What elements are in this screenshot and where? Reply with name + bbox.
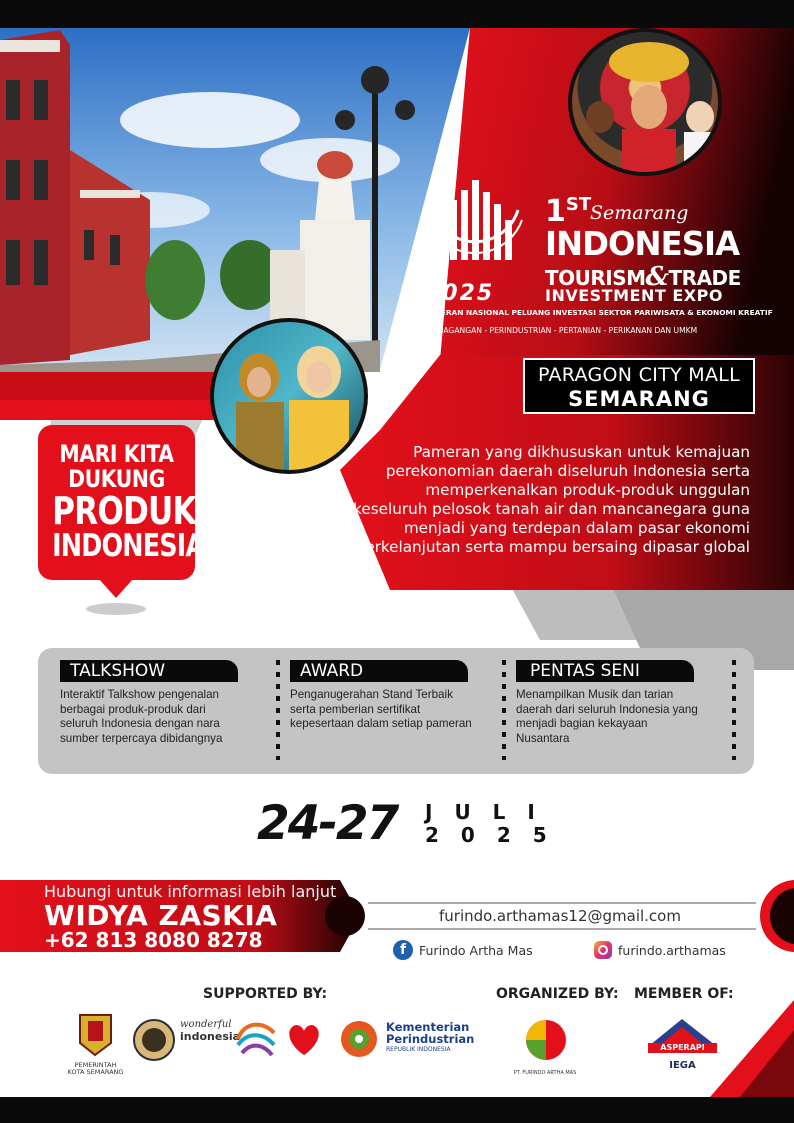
kemenperin-line-1: Kementerian: [386, 1020, 470, 1034]
facebook-icon: f: [393, 940, 413, 960]
kemenperin-gear-icon: [337, 1017, 381, 1061]
feature-title: TALKSHOW: [60, 660, 238, 682]
feature-text-line: berbagai produk-produk dari: [60, 702, 206, 716]
instagram-link[interactable]: [594, 941, 726, 959]
feature-text-line: serta pemberian sertifikat: [290, 702, 421, 716]
feature-text-line: Penganugerahan Stand Terbaik: [290, 688, 453, 701]
furindo-icon: [500, 1015, 590, 1065]
facebook-handle: Furindo Artha Mas: [419, 942, 533, 958]
supported-by-label: SUPPORTED BY:: [203, 986, 328, 1002]
feature-text-line: daerah dari seluruh Indonesia yang: [516, 702, 698, 716]
venue-line-1: PARAGON CITY MALL: [537, 364, 741, 386]
logo-tagline-2: PERDAGANGAN - PERINDUSTRIAN - PERTANIAN - PERIKANAN DAN UMKM: [423, 326, 698, 335]
features-panel: [38, 648, 754, 774]
logo-title-investment: INVESTMENT EXPO: [545, 286, 723, 305]
pemkot-semarang-logo: [58, 1013, 133, 1083]
city-emblem-icon: [58, 1013, 133, 1057]
organized-by-label: ORGANIZED BY:: [496, 986, 619, 1002]
instagram-handle: furindo.arthamas: [618, 942, 726, 958]
logo-title-trade: TRADE: [668, 266, 741, 290]
event-description: [340, 443, 750, 557]
feature-text-line: Menampilkan Musik dan tarian: [516, 688, 674, 701]
wonderful-text: wonderful: [180, 1019, 232, 1030]
contact-hint: Hubungi untuk informasi lebih lanjut: [44, 882, 337, 901]
feature-text-line: kepesertaan dalam setiap pameran: [290, 717, 472, 730]
feature-text-line: Nusantara: [516, 731, 570, 745]
member-logo: [640, 1015, 725, 1071]
organizer-logo: [500, 1015, 590, 1077]
logo-ordinal-suffix: ST: [565, 194, 592, 215]
iega-text: IEGA: [669, 1060, 696, 1071]
feature-pentas-seni: [516, 660, 726, 746]
pemkot-caption-2: KOTA SEMARANG: [67, 1068, 124, 1076]
contact-name: WIDYA ZASKIA: [44, 899, 278, 932]
member-of-label: MEMBER OF:: [634, 986, 734, 1002]
event-date: [257, 796, 569, 856]
kemenperin-line-3: REPUBLIK INDONESIA: [386, 1046, 451, 1053]
asperapi-text: ASPERAPI: [660, 1043, 705, 1052]
logo-city-script: Semarang: [590, 202, 689, 224]
government-seal-icon: [132, 1018, 176, 1062]
feature-talkshow: [60, 660, 270, 746]
logo-tagline-1: PAMERAN NASIONAL PELUANG INVESTASI SEKTOR PARIWISATA & EKONOMI KREATIF: [423, 308, 773, 317]
slogan-line-2: DUKUNG: [68, 465, 165, 493]
date-days: 24-27: [257, 796, 398, 851]
pemkot-caption-1: PEMERINTAH: [74, 1061, 117, 1069]
event-logo: 2025 1ST Semarang INDONESIA TOURISM&TRADE INVESTMENT EXPO PAMERAN NASIONAL PELUANG INVESTASI SEKTOR PARIWISATA & EKONOMI KREATIF PERDAGANGAN - PERINDUSTRIAN - PERTANIAN - PERIKANAN DAN UMKM: [420, 180, 760, 350]
feature-title: PENTAS SENI: [516, 660, 694, 682]
logo-title-indonesia: INDONESIA: [545, 224, 740, 263]
venue-line-2: SEMARANG: [568, 387, 710, 411]
kemenperin-line-2: Perindustrian: [386, 1032, 475, 1046]
venue-box: [523, 358, 755, 414]
feature-title: AWARD: [290, 660, 468, 682]
creative-economy-logo: [282, 1017, 326, 1061]
slogan-line-1: MARI KITA: [59, 440, 174, 468]
dotted-divider: [276, 660, 280, 760]
logo-year: 2025: [425, 281, 495, 306]
city-street-photo: [0, 28, 470, 372]
top-black-band: [0, 0, 794, 28]
logo-ordinal: 1: [545, 194, 566, 229]
slogan-line-3: PRODUK: [52, 489, 196, 533]
bottom-black-band: [0, 1097, 794, 1123]
dotted-divider: [502, 660, 506, 760]
description-line: berkelanjutan serta mampu bersaing dipasar global: [355, 538, 750, 556]
description-line: Pameran yang dikhususkan untuk kemajuan: [413, 443, 750, 461]
organizer-caption: PT. FURINDO ARTHA MAS: [513, 1070, 577, 1076]
description-line: memperkenalkan produk-produk unggulan: [425, 481, 750, 499]
kemenperin-logo: [386, 1020, 486, 1053]
garuda-swirl-icon: [234, 1019, 278, 1059]
date-year: 2025: [425, 823, 569, 847]
description-line: keseluruh pelosok tanah air dan mancanegara guna: [353, 500, 750, 518]
cultural-performers-photo: [568, 28, 722, 176]
logo-title-tourism: TOURISM: [545, 266, 646, 290]
feature-award: [290, 660, 500, 732]
facebook-link[interactable]: [393, 940, 533, 960]
wonderful-indonesia-logo: [180, 1019, 280, 1059]
indonesia-text: indonesia: [180, 1030, 241, 1043]
description-line: perekonomian daerah diseluruh Indonesia serta: [385, 462, 750, 480]
feature-text-line: sumber terpercaya dibidangnya: [60, 731, 223, 745]
slogan-pin: [38, 425, 205, 580]
contact-email[interactable]: furindo.arthamas12@gmail.com: [439, 907, 681, 925]
date-month: JULI: [425, 800, 557, 824]
description-line: menjadi yang terdepan dalam pasar ekonomi: [403, 519, 750, 537]
slogan-line-4: INDONESIA: [52, 528, 205, 564]
dotted-divider: [732, 660, 736, 760]
contact-phone[interactable]: +62 813 8080 8278: [44, 928, 263, 952]
feature-text-line: seluruh Indonesia dengan nara: [60, 717, 220, 730]
feature-text-line: Interaktif Talkshow pengenalan: [60, 688, 219, 701]
feature-text-line: menjadi bagian kekayaan: [516, 717, 648, 730]
instagram-icon: [594, 941, 612, 959]
